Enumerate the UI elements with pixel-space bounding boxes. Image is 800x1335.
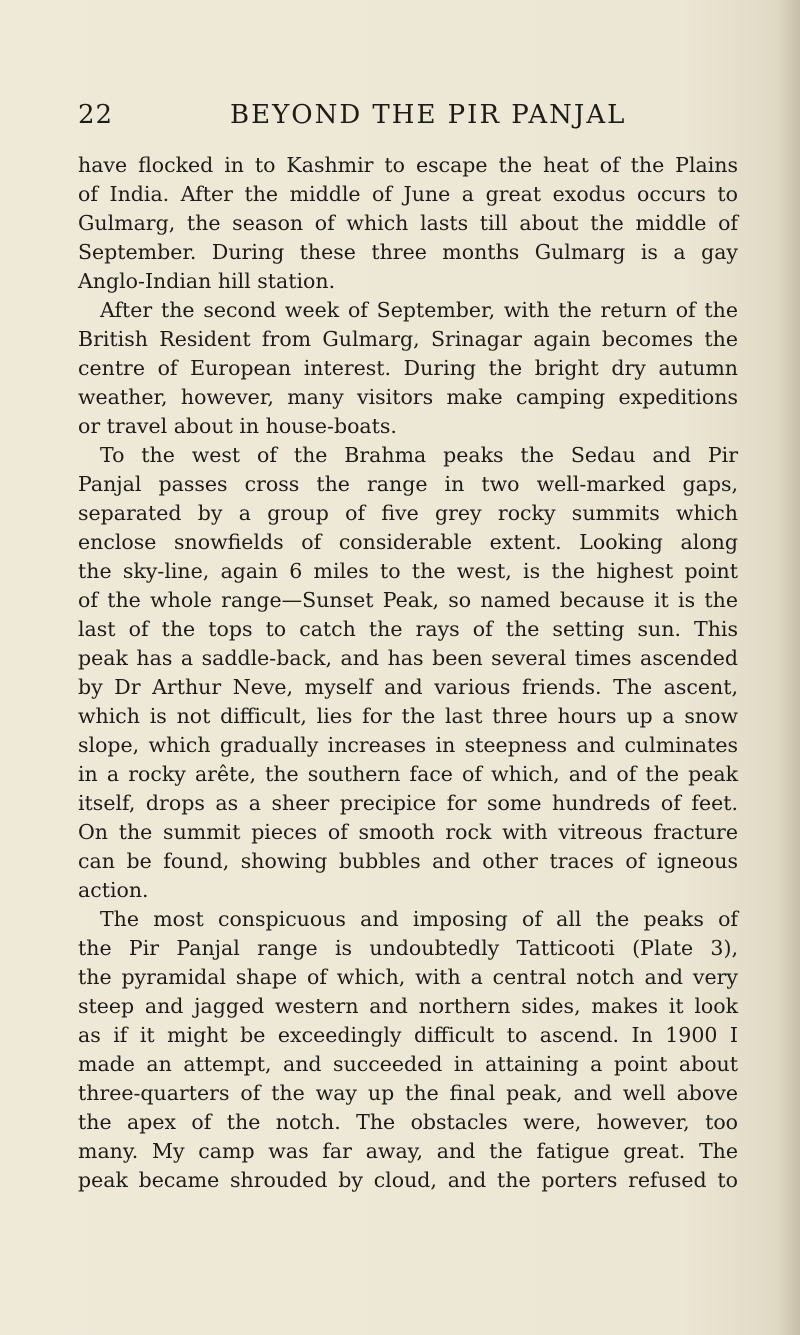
text-line: in a rocky arête, the southern face of which, and of the peak [78, 762, 738, 786]
text-line: separated by a group of five grey rocky summits which [78, 501, 738, 525]
text-line: the Pir Panjal range is undoubtedly Tatticooti (Plate 3), [78, 936, 738, 960]
page-edge-shadow [778, 0, 800, 1335]
text-line: the sky-line, again 6 miles to the west, is the highest point [78, 559, 738, 583]
body-text [78, 151, 738, 1195]
text-line: many. My camp was far away, and the fatigue great. The [78, 1139, 738, 1163]
text-line: steep and jagged western and northern sides, makes it look [78, 994, 738, 1018]
text-line: or travel about in house-boats. [78, 414, 397, 438]
text-line: which is not difficult, lies for the last three hours up a snow [78, 704, 738, 728]
text-line: centre of European interest. During the bright dry autumn [78, 356, 738, 380]
text-line: enclose snowfields of considerable extent. Looking along [78, 530, 738, 554]
text-line: The most conspicuous and imposing of all the peaks of [100, 907, 738, 931]
text-line: British Resident from Gulmarg, Srinagar again becomes the [78, 327, 738, 351]
text-line: three-quarters of the way up the final peak, and well above [78, 1081, 738, 1105]
text-line: made an attempt, and succeeded in attaining a point about [78, 1052, 738, 1076]
text-line: Panjal passes cross the range in two well-marked gaps, [78, 472, 738, 496]
text-line: action. [78, 878, 149, 902]
running-head-title: BEYOND THE PIR PANJAL [230, 100, 627, 130]
text-line: last of the tops to catch the rays of the setting sun. This [78, 617, 738, 641]
text-line: of the whole range—Sunset Peak, so named because it is the [78, 588, 738, 612]
text-line: itself, drops as a sheer precipice for some hundreds of feet. [78, 791, 738, 815]
running-head [78, 100, 738, 140]
text-line: weather, however, many visitors make camping expeditions [78, 385, 738, 409]
text-line: September. During these three months Gulmarg is a gay [78, 240, 738, 264]
text-line: On the summit pieces of smooth rock with vitreous fracture [78, 820, 738, 844]
page-number: 22 [78, 100, 114, 130]
text-line: peak has a saddle-back, and has been several times ascended [78, 646, 738, 670]
text-line: have flocked in to Kashmir to escape the heat of the Plains [78, 153, 738, 177]
text-line: slope, which gradually increases in steepness and culminates [78, 733, 738, 757]
text-line: peak became shrouded by cloud, and the porters refused to [78, 1168, 738, 1192]
text-line: To the west of the Brahma peaks the Sedau and Pir [100, 443, 738, 467]
text-line: by Dr Arthur Neve, myself and various friends. The ascent, [78, 675, 738, 699]
text-line: the pyramidal shape of which, with a central notch and very [78, 965, 738, 989]
text-line: of India. After the middle of June a great exodus occurs to [78, 182, 738, 206]
text-line: Anglo-Indian hill station. [78, 269, 336, 293]
text-line: the apex of the notch. The obstacles were, however, too [78, 1110, 738, 1134]
text-line: can be found, showing bubbles and other traces of igneous [78, 849, 738, 873]
text-line: After the second week of September, with the return of the [100, 298, 738, 322]
text-line: as if it might be exceedingly difficult to ascend. In 1900 I [78, 1023, 738, 1047]
text-line: Gulmarg, the season of which lasts till about the middle of [78, 211, 738, 235]
